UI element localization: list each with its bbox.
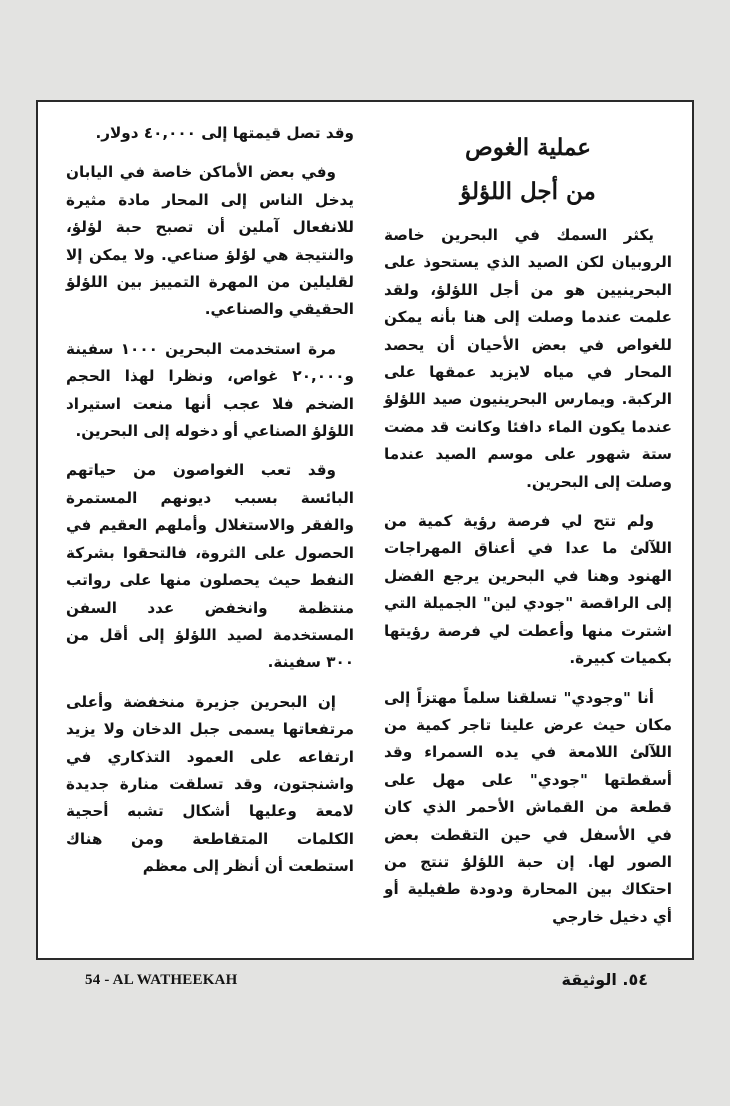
left-column (66, 120, 354, 893)
paragraph: أنا "وجودي" تسلقنا سلماً مهتزاً إلى مكان حيث عرض علينا تاجر كمية من اللآلئ اللامعة في يده السمراء وقد أسقطتها "جودي" على مهل على قطعة من القماش الأحمر الذي كان في الأسفل في حين التقطت بعض الصور لها. إن حبة اللؤلؤ تنتج من احتكاك بين المحارة ودودة طفيلية أو أي دخيل خارجي (384, 688, 672, 926)
paragraph: إن البحرين جزيرة منخفضة وأعلى مرتفعاتها يسمى جبل الدخان ولا يزيد ارتفاعه على العمود التذكاري في واشنجتون، وقد تسلقت منارة جديدة لامعة وعليها أشكال تشبه أحجية الكلمات المتقاطعة ومن هناك استطعت أن أنظر إلى معظم (66, 692, 354, 876)
article-title (384, 126, 672, 214)
page-frame (36, 100, 694, 960)
right-column (384, 120, 672, 943)
paragraph: وفي بعض الأماكن خاصة في اليابان يدخل الناس إلى المحار مادة مثيرة للانفعال آملين أن تصبح حبة لؤلؤ، والنتيجة هي لؤلؤ صناعي. ولا يمكن إلا لقليلين من المهرة التمييز بين اللؤلؤ الحقيقي والصناعي. (66, 163, 354, 319)
paragraph: وقد تصل قيمتها إلى ٤٠,٠٠٠ دولار. (95, 124, 354, 142)
article-title-line-1: عملية الغوص (464, 134, 592, 161)
paragraph: وقد تعب الغواصون من حياتهم البائسة بسبب ديونهم المستمرة والفقر والاستغلال وأملهم العقيم في الحصول على الثروة، فالتحقوا بشركة النفط حيث يحصلون منها على رواتب منتظمة وانخفض عدد السفن المستخدمة لصيد اللؤلؤ إلى أقل من ٣٠٠ سفينة. (66, 461, 354, 672)
paragraph: ولم تتح لي فرصة رؤية كمية من اللآلئ ما عدا في أعناق المهراجات الهنود وهنا في البحرين يرجع الفضل إلى الراقصة "جودي لين" الجميلة التي اشترت منها وأعطت لي فرصة رؤيتها بكميات كبيرة. (384, 512, 672, 668)
paragraph: يكثر السمك في البحرين خاصة الروبيان لكن الصيد الذي يستحوذ على البحرينيين هو من أجل اللؤلؤ، ولقد علمت عندما وصلت إلى هنا بأنه يمكن للغواص في بعض الأحيان أن يحصد المحار في مياه لايزيد عمقها على الركبة. ويمارس البحرينيون صيد اللؤلؤ عندما يكون الماء دافئا وكانت قد مضت ستة شهور على موسم الصيد عندما وصلت إلى البحرين. (384, 226, 672, 491)
paragraph: مرة استخدمت البحرين ١٠٠٠ سفينة و٢٠,٠٠٠ غواص، ونظرا لهذا الحجم الضخم فلا عجب أنها منعت استيراد اللؤلؤ الصناعي أو دخوله إلى البحرين. (66, 339, 354, 441)
article-title-line-2: من أجل اللؤلؤ (460, 178, 596, 205)
footer-page-label-arabic: ٥٤. الوثيقة (561, 970, 648, 989)
footer-page-label-english: 54 - AL WATHEEKAH (85, 972, 238, 988)
